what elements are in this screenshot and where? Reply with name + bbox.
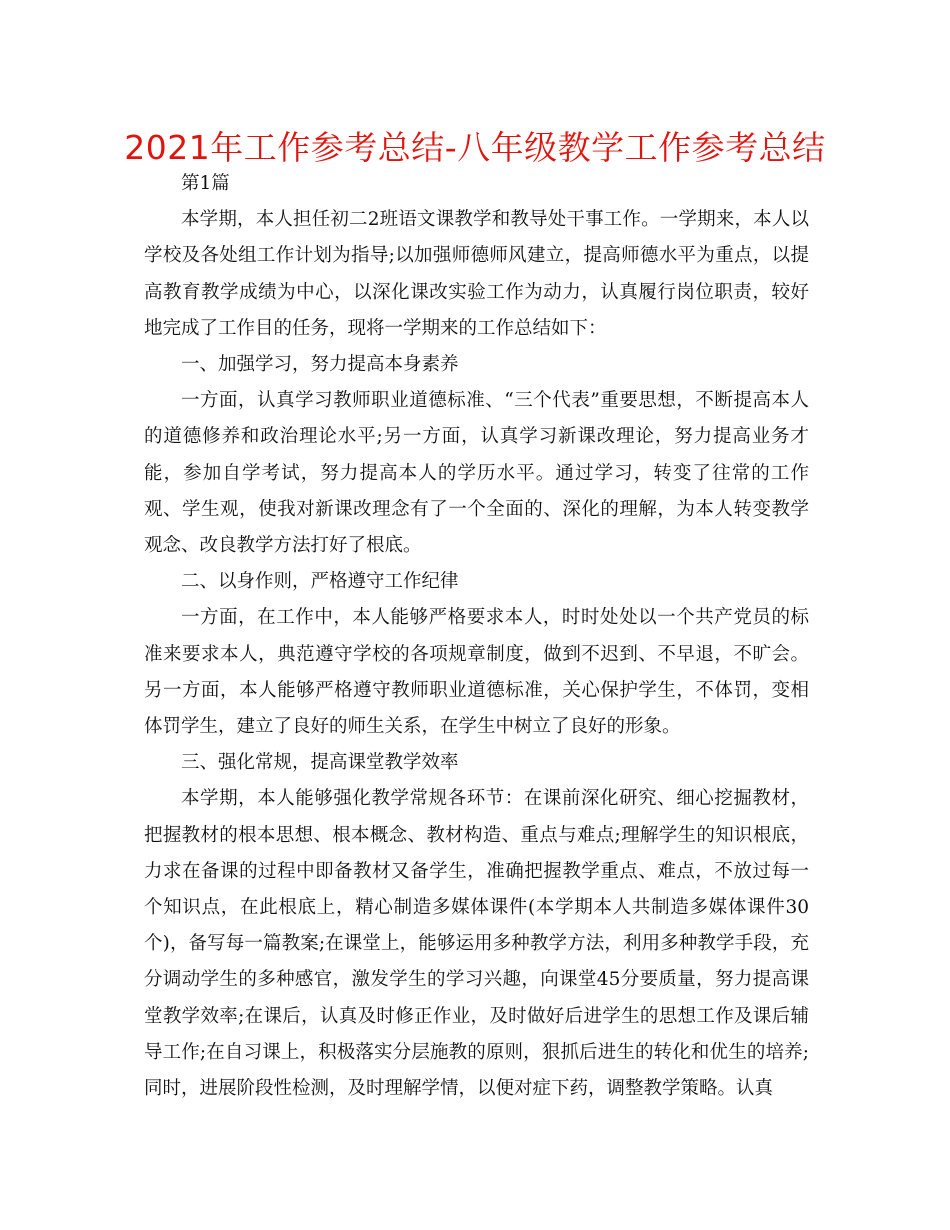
section-heading-1: 一、加强学习，努力提高本身素养 bbox=[181, 354, 459, 376]
paragraph-section-3: 本学期，本人能够强化教学常规各环节：在课前深化研究、细心挖掘教材，把握教材的根本思想、根本概念、教材构造、重点与难点;理解学生的知识根底，力求在备课的过程中即备教材又备学生，准确把握教学重点、难点，不放过每一个知识点，在此根底上，精心制造多媒体课件(本学期本人共制造多媒体课件30个)，备写每一篇教案;在课堂上，能够运用多种教学方法，利用多种教学手段，充分调动学生的多种感官，激发学生的学习兴趣，向课堂45分要质量，努力提高课堂教学效率;在课后，认真及时修正作业，及时做好后进学生的思想工作及课后辅导工作;在自习课上，积极落实分层施教的原则，狠抓后进生的转化和优生的培养;同时，进展阶段性检测，及时理解学情，以便对症下药，调整教学策略。认真 bbox=[144, 788, 809, 1100]
paragraph-intro: 本学期，本人担任初二2班语文课教学和教导处干事工作。一学期来，本人以学校及各处组工作计划为指导;以加强师德师风建立，提高师德水平为重点，以提高教育教学成绩为中心，以深化课改实验工作为动力，认真履行岗位职责，较好地完成了工作目的任务，现将一学期来的工作总结如下： bbox=[144, 209, 809, 339]
section-heading-2: 二、以身作则，严格遵守工作纪律 bbox=[181, 571, 459, 593]
paragraph-section-2: 一方面，在工作中，本人能够严格要求本人，时时处处以一个共产党员的标准来要求本人，典范遵守学校的各项规章制度，做到不迟到、不早退，不旷会。另一方面，本人能够严格遵守教师职业道德标准，关心保护学生，不体罚，变相体罚学生，建立了良好的师生关系，在学生中树立了良好的形象。 bbox=[144, 607, 809, 738]
document-body bbox=[144, 166, 809, 1107]
part-label: 第1篇 bbox=[181, 173, 230, 194]
section-heading-3: 三、强化常规，提高课堂教学效率 bbox=[181, 752, 459, 774]
document-title: 2021年工作参考总结-八年级教学工作参考总结 bbox=[124, 128, 826, 167]
paragraph-section-1: 一方面，认真学习教师职业道德标准、“三个代表”重要思想，不断提高本人的道德修养和政治理论水平;另一方面，认真学习新课改理论，努力提高业务才能，参加自学考试，努力提高本人的学历水平。通过学习，转变了往常的工作观、学生观，使我对新课改理念有了一个全面的、深化的理解，为本人转变教学观念、改良教学方法打好了根底。 bbox=[144, 390, 809, 557]
